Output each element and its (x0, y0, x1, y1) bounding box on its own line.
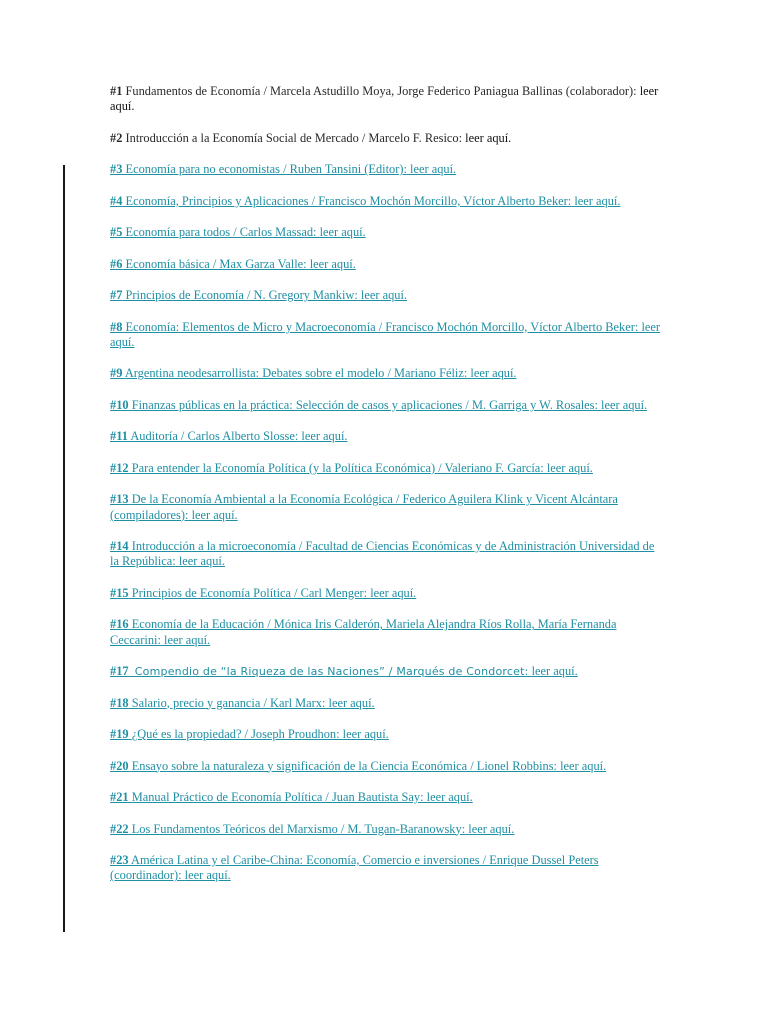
entry-title: Manual Práctico de Economía Política / Juan Bautista Say: (131, 790, 424, 805)
entry-number: #17 (110, 664, 129, 679)
entry-title: Ensayo sobre la naturaleza y significación de la Ciencia Económica / Lionel Robbins: (131, 758, 557, 773)
entry-number: #2 (110, 130, 123, 145)
entry-title: Economía: Elementos de Micro y Macroeconomía / Francisco Mochón Morcillo, Víctor Alberto Beker: (125, 319, 639, 334)
book-entry-19[interactable] (110, 727, 660, 742)
read-here-link[interactable]: leer aquí. (328, 695, 375, 710)
entry-title: Economía básica / Max Garza Valle: (125, 256, 307, 271)
entry-title: Salario, precio y ganancia / Karl Marx: (131, 695, 326, 710)
entry-title: De la Economía Ambiental a la Economía Ecológica / Federico Aguilera Klink y Vicent Alcántara (compiladores): (110, 492, 618, 522)
book-entry-15[interactable] (110, 586, 660, 601)
read-here-link[interactable]: leer aquí. (164, 632, 211, 647)
entry-title: Economía para no economistas / Ruben Tansini (Editor): (125, 162, 407, 177)
read-here-link[interactable]: leer aquí. (370, 585, 417, 600)
entry-title: Compendio de “la Riqueza de las Naciones” / Marqués de Condorcet: (134, 665, 529, 679)
entry-number: #14 (110, 539, 129, 554)
read-here-link[interactable]: leer aquí. (184, 868, 231, 883)
entry-title: ¿Qué es la propiedad? / Joseph Proudhon: (131, 727, 340, 742)
entry-title: Finanzas públicas en la práctica: Selección de casos y aplicaciones / M. Garriga y W. Rosales: (131, 397, 598, 412)
book-entry-1 (110, 84, 660, 114)
entry-number: #16 (110, 617, 129, 632)
entry-number: #18 (110, 695, 129, 710)
read-here-link[interactable]: leer aquí. (410, 162, 457, 177)
entry-title: Economía, Principios y Aplicaciones / Francisco Mochón Morcillo, Víctor Alberto Beker: (125, 193, 572, 208)
book-entry-16[interactable] (110, 617, 660, 647)
entry-title: Los Fundamentos Teóricos del Marxismo / M. Tugan-Baranowsky: (131, 821, 466, 836)
read-here-link[interactable]: leer aquí. (319, 225, 366, 240)
entry-number: #1 (110, 84, 123, 98)
entry-number: #10 (110, 397, 129, 412)
entry-title: Argentina neodesarrollista: Debates sobre el modelo / Mariano Féliz: (124, 366, 468, 381)
read-here-link[interactable]: leer aquí. (546, 460, 593, 475)
read-here-link[interactable]: leer aquí. (342, 727, 389, 742)
entry-number: #22 (110, 821, 129, 836)
book-entry-22[interactable] (110, 822, 660, 837)
margin-change-bar (63, 165, 65, 932)
book-entry-12[interactable] (110, 461, 660, 476)
entry-number: #11 (110, 429, 128, 444)
read-here-link[interactable]: leer aquí. (574, 193, 621, 208)
book-entry-13[interactable] (110, 492, 660, 522)
read-here-link[interactable]: leer aquí. (601, 397, 648, 412)
book-entry-14[interactable] (110, 539, 660, 569)
entry-title: Introducción a la Economía Social de Mercado / Marcelo F. Resico: (125, 130, 463, 145)
entry-number: #23 (110, 853, 129, 868)
book-entry-11[interactable] (110, 429, 660, 444)
entry-number: #12 (110, 460, 129, 475)
entry-title: América Latina y el Caribe-China: Economía, Comercio e inversiones / Enrique Dussel Peters (coordinador): (110, 853, 599, 883)
book-entry-20[interactable] (110, 759, 660, 774)
entry-number: #21 (110, 790, 129, 805)
entry-number: #15 (110, 585, 129, 600)
entry-number: #8 (110, 319, 123, 334)
entry-number: #9 (110, 366, 123, 381)
entry-title: Introducción a la microeconomía / Facultad de Ciencias Económicas y de Administración Universidad de la República: (110, 539, 655, 569)
read-here-link[interactable]: leer aquí. (301, 429, 348, 444)
entry-number: #3 (110, 162, 123, 177)
read-here-link[interactable]: leer aquí. (465, 130, 512, 145)
book-entry-8[interactable] (110, 320, 660, 350)
book-entry-7[interactable] (110, 288, 660, 303)
read-here-link[interactable]: leer aquí. (468, 821, 515, 836)
book-entry-9[interactable] (110, 366, 660, 381)
book-entry-3[interactable] (110, 162, 660, 177)
read-here-link[interactable]: leer aquí. (110, 319, 661, 349)
entry-number: #6 (110, 256, 123, 271)
read-here-link[interactable]: leer aquí. (191, 507, 238, 522)
entry-title: Economía para todos / Carlos Massad: (125, 225, 317, 240)
entry-title: Principios de Economía / N. Gregory Mankiw: (125, 288, 358, 303)
entry-title: Principios de Economía Política / Carl Menger: (131, 585, 368, 600)
book-entry-18[interactable] (110, 696, 660, 711)
entry-title: Auditoría / Carlos Alberto Slosse: (130, 429, 299, 444)
entry-number: #19 (110, 727, 129, 742)
entry-title: Economía de la Educación / Mónica Iris Calderón, Mariela Alejandra Ríos Rolla, María Fernanda Ceccarini: (110, 617, 617, 647)
entry-number: #5 (110, 225, 123, 240)
read-here-link[interactable]: leer aquí. (309, 256, 356, 271)
entry-number: #4 (110, 193, 123, 208)
read-here-link[interactable]: leer aquí. (110, 84, 659, 114)
book-entry-2 (110, 131, 660, 146)
read-here-link[interactable]: leer aquí. (426, 790, 473, 805)
read-here-link[interactable]: leer aquí. (360, 288, 408, 303)
book-entry-21[interactable] (110, 790, 660, 805)
entry-number: #20 (110, 758, 129, 773)
book-entry-10[interactable] (110, 398, 660, 413)
book-entry-5[interactable] (110, 225, 660, 240)
book-entry-17[interactable] (110, 664, 660, 679)
entry-title: Para entender la Economía Política (y la Política Económica) / Valeriano F. García: (131, 460, 544, 475)
read-here-link[interactable]: leer aquí. (560, 758, 607, 773)
entry-number: #13 (110, 492, 129, 507)
read-here-link[interactable]: leer aquí. (531, 664, 578, 679)
read-here-link[interactable]: leer aquí. (470, 366, 517, 381)
entry-number: #7 (110, 288, 123, 303)
read-here-link[interactable]: leer aquí. (178, 554, 225, 569)
book-entry-4[interactable] (110, 194, 660, 209)
book-list (110, 84, 660, 900)
book-entry-23[interactable] (110, 853, 660, 883)
entry-title: Fundamentos de Economía / Marcela Astudillo Moya, Jorge Federico Paniagua Ballinas (colaborador): (125, 84, 637, 98)
book-entry-6[interactable] (110, 257, 660, 272)
